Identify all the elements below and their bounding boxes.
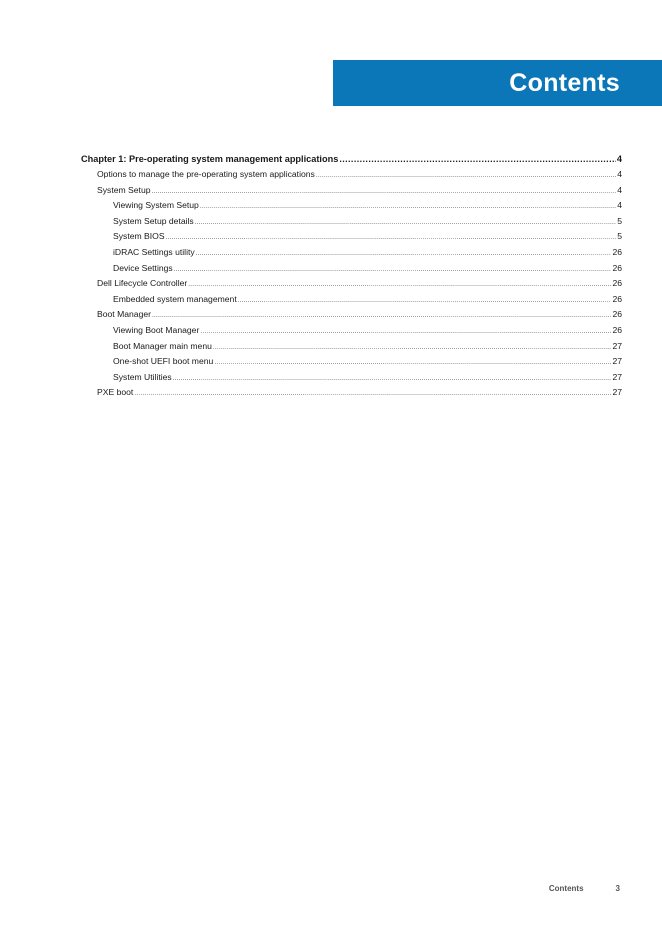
toc-entry-label: System Utilities [113, 371, 172, 382]
toc-dot-leader [152, 184, 617, 200]
toc-entry[interactable] [81, 214, 622, 230]
footer-page-number: 3 [615, 884, 620, 893]
toc-entry[interactable] [81, 307, 622, 323]
toc-entry[interactable] [81, 370, 622, 386]
toc-entry[interactable] [81, 245, 622, 261]
toc-entry[interactable] [81, 167, 622, 183]
toc-entry-label: System BIOS [113, 231, 165, 242]
toc-entry-page: 4 [617, 169, 622, 179]
toc-entry-page: 26 [612, 309, 622, 320]
toc-entry-page: 27 [612, 340, 622, 351]
page-footer [549, 884, 620, 893]
toc-entry-page: 26 [612, 246, 622, 257]
toc-entry-label: System Setup [97, 184, 151, 195]
toc-entry-label: Boot Manager main menu [113, 340, 212, 351]
toc-entry-page: 27 [612, 371, 622, 382]
toc-entry-label: System Setup details [113, 215, 194, 226]
toc-dot-leader [195, 215, 616, 231]
toc-dot-leader [214, 355, 611, 371]
toc-entry[interactable] [81, 323, 622, 339]
toc-entry-page: 26 [612, 278, 622, 289]
toc-dot-leader [316, 168, 616, 184]
toc-dot-leader [188, 277, 611, 293]
toc-entry[interactable] [81, 354, 622, 370]
toc-entry[interactable] [81, 229, 622, 245]
toc-entry-label: Chapter 1: Pre-operating system management applications [81, 154, 339, 164]
toc-dot-leader [196, 246, 612, 262]
page-title: Contents [509, 68, 620, 97]
toc-entry[interactable] [81, 261, 622, 277]
toc-entry-label: PXE boot [97, 387, 134, 398]
toc-entry-label: Viewing System Setup [113, 200, 199, 211]
toc-dot-leader [166, 230, 617, 246]
toc-dot-leader [213, 340, 612, 356]
contents-header-band [333, 60, 662, 106]
toc-entry-label: Options to manage the pre-operating system applications [97, 169, 315, 179]
toc-entry[interactable] [81, 292, 622, 308]
toc-entry-page: 27 [612, 356, 622, 367]
toc-entry-page: 26 [612, 293, 622, 304]
toc-dot-leader [174, 262, 612, 278]
table-of-contents [81, 151, 622, 401]
toc-entry-label: Boot Manager [97, 309, 151, 320]
toc-entry-page: 26 [612, 324, 622, 335]
toc-entry[interactable] [81, 198, 622, 214]
toc-entry-page: 4 [616, 154, 622, 164]
toc-entry[interactable] [81, 183, 622, 199]
toc-dot-leader [238, 293, 612, 309]
toc-dot-leader [200, 199, 616, 215]
toc-entry-label: iDRAC Settings utility [113, 246, 195, 257]
toc-entry-label: Embedded system management [113, 293, 237, 304]
toc-dot-leader [339, 151, 616, 167]
toc-entry-label: Device Settings [113, 262, 173, 273]
toc-entry-chapter-1[interactable] [81, 151, 622, 167]
toc-dot-leader [173, 371, 612, 387]
toc-dot-leader [134, 386, 611, 402]
toc-dot-leader [152, 308, 611, 324]
footer-section-label: Contents [548, 884, 584, 893]
toc-entry-page: 4 [617, 200, 622, 211]
toc-entry[interactable] [81, 276, 622, 292]
toc-entry[interactable] [81, 385, 622, 401]
toc-entry-page: 5 [617, 215, 622, 226]
toc-entry-label: One-shot UEFI boot menu [113, 356, 214, 367]
toc-entry-label: Dell Lifecycle Controller [97, 278, 188, 289]
toc-entry-page: 27 [612, 387, 622, 398]
toc-entry-page: 5 [617, 231, 622, 242]
toc-dot-leader [200, 324, 611, 340]
toc-entry[interactable] [81, 339, 622, 355]
toc-entry-label: Viewing Boot Manager [113, 324, 200, 335]
toc-entry-page: 26 [612, 262, 622, 273]
toc-entry-page: 4 [617, 184, 622, 195]
